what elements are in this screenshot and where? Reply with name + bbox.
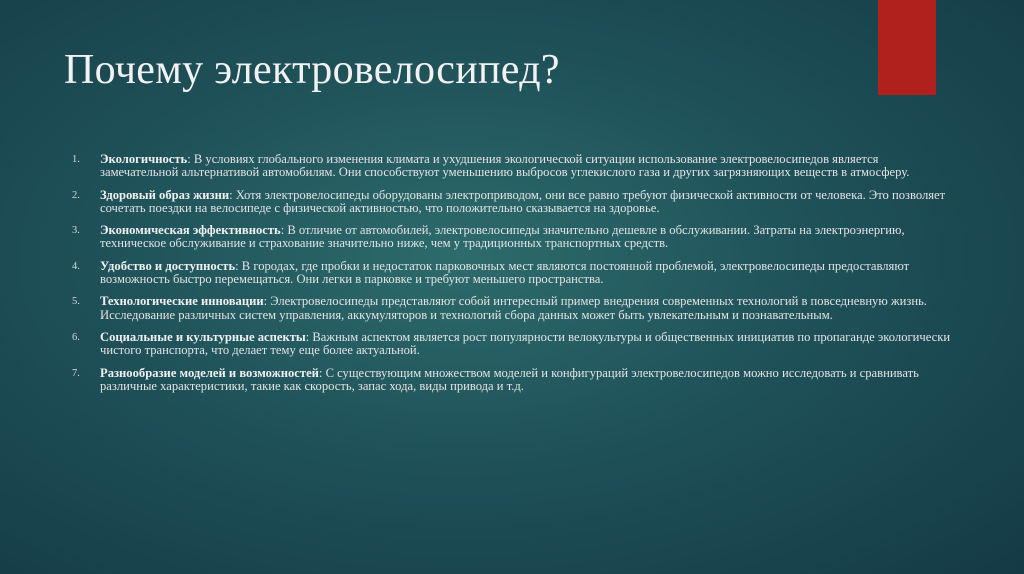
item-description: : В условиях глобального изменения климата и ухудшения экологической ситуации использование электровелосипедов является замечательной альтернативой автомобилям. Они способствуют уменьшению выбросов углекислого газа и других загрязняющих веществ в атмосферу. [100, 152, 910, 180]
list-item [72, 260, 952, 287]
list-item [72, 189, 952, 216]
item-term: Технологические инновации [100, 294, 264, 309]
list-number: 1. [72, 154, 80, 165]
item-term: Экологичность [100, 152, 188, 166]
item-description: : В отличие от автомобилей, электровелосипеды значительно дешевле в обслуживании. Затраты на электроэнергию, техническое обслуживание и страхование значительно ниже, чем у традиционных транспортных средств. [100, 223, 905, 251]
item-term: Экономическая эффективность [100, 223, 281, 238]
list-number: 7. [72, 367, 80, 379]
reasons-list [72, 153, 952, 402]
item-term: Социальные и культурные аспекты [100, 329, 306, 344]
list-item [72, 224, 952, 251]
list-item [72, 295, 952, 322]
list-text [100, 260, 952, 287]
list-item [72, 367, 952, 394]
item-term: Удобство и доступность [100, 258, 236, 273]
item-description: : Хотя электровелосипеды оборудованы электроприводом, они все равно требуют физической активности от человека. Это позволяет сочетать поездки на велосипеде с физической активностью, что положительно сказывается на здоровье. [100, 187, 946, 215]
item-term: Разнообразие моделей и возможностей [100, 365, 319, 380]
list-number: 2. [72, 189, 80, 201]
list-number: 3. [72, 225, 80, 237]
list-text [100, 331, 952, 358]
list-number: 6. [72, 331, 80, 343]
accent-bar [878, 0, 936, 95]
list-item [72, 331, 952, 358]
list-item [72, 153, 952, 180]
list-text [100, 189, 952, 216]
item-description: : Важным аспектом является рост популярности велокультуры и общественных инициатив по пропаганде экологически чистого транспорта, что делает тему еще более актуальной. [100, 329, 951, 358]
slide-title: Почему электровелосипед? [64, 47, 560, 93]
list-text [100, 224, 952, 251]
item-description: : Электровелосипеды представляют собой интересный пример внедрения современных технологий в повседневную жизнь. Исследование различных систем управления, аккумуляторов и технологий сбора данных может быть увлекательным и познавательным. [100, 294, 927, 322]
list-text [100, 295, 952, 322]
list-text [100, 153, 952, 180]
item-term: Здоровый образ жизни [100, 187, 230, 202]
item-description: : В городах, где пробки и недостаток парковочных мест являются постоянной проблемой, электровелосипеды предоставляют возможность быстро перемещаться. Они легки в парковке и требуют меньшего пространства. [100, 258, 910, 287]
item-description: : С существующим множеством моделей и конфигураций электровелосипедов можно исследовать и сравнивать различные характеристики, такие как скорость, запас хода, виды привода и т.д. [100, 365, 919, 393]
list-number: 4. [72, 260, 80, 272]
list-number: 5. [72, 296, 80, 308]
list-text [100, 367, 952, 394]
